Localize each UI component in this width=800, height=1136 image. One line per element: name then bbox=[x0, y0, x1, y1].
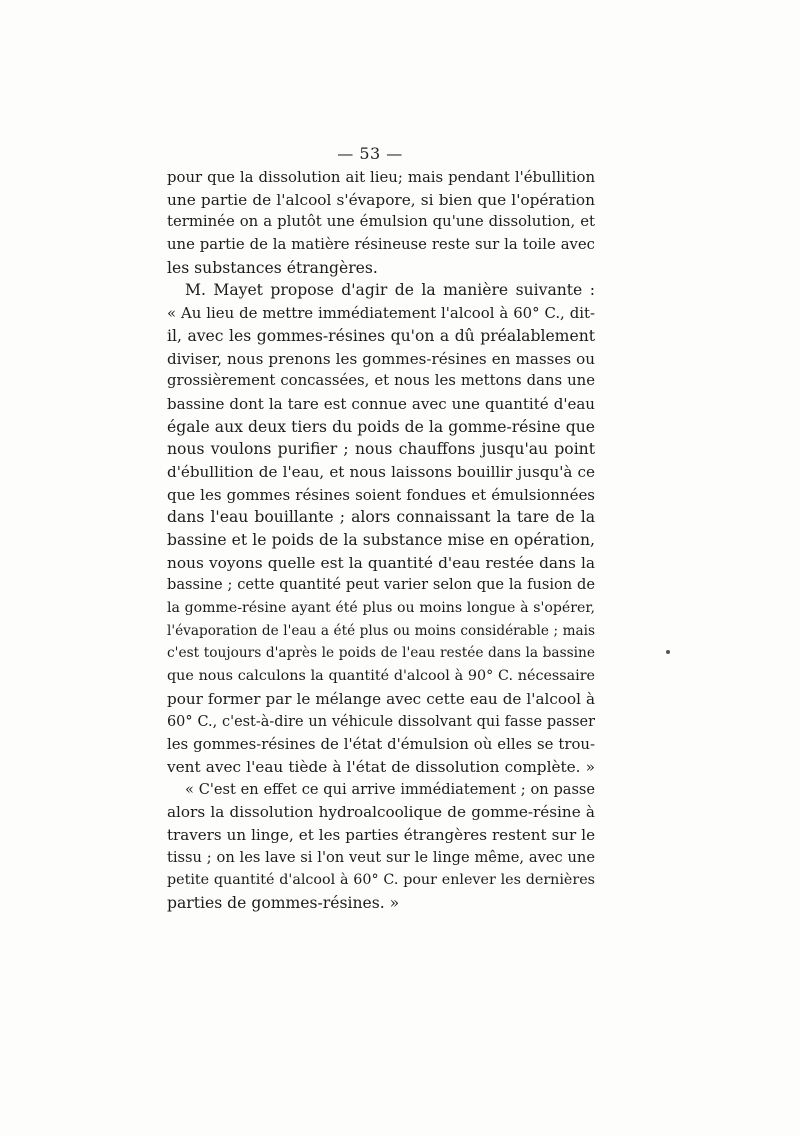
text-line: nous voulons purifier ; nous chauffons jusqu'au point bbox=[167, 440, 595, 459]
text-line: c'est toujours d'après le poids de l'eau restée dans la bassine bbox=[167, 645, 595, 662]
text-line: parties de gommes-résines. » bbox=[167, 894, 400, 912]
text-line: égale aux deux tiers du poids de la gomme-résine que bbox=[167, 417, 595, 436]
text-line: pour former par le mélange avec cette eau de l'alcool à bbox=[167, 689, 595, 708]
text-line: une partie de la matière résineuse reste sur la toile avec bbox=[167, 236, 595, 254]
paper-speck bbox=[666, 650, 670, 654]
text-line: diviser, nous prenons les gommes-résines en masses ou bbox=[167, 349, 595, 368]
text-line: alors la dissolution hydroalcoolique de gomme-résine à bbox=[167, 803, 595, 822]
text-line: dans l'eau bouillante ; alors connaissant la tare de la bbox=[167, 508, 595, 527]
text-line: « C'est en effet ce qui arrive immédiatement ; on passe bbox=[185, 780, 595, 798]
text-line: travers un linge, et les parties étrangères restent sur le bbox=[167, 825, 595, 844]
text-line: terminée on a plutôt une émulsion qu'une dissolution, et bbox=[167, 213, 595, 231]
text-line: pour que la dissolution ait lieu; mais pendant l'ébullition bbox=[167, 168, 595, 186]
text-line: une partie de l'alcool s'évapore, si bien que l'opération bbox=[167, 190, 595, 209]
text-line: les substances étrangères. bbox=[167, 258, 378, 277]
text-line: grossièrement concassées, et nous les mettons dans une bbox=[167, 372, 595, 390]
text-line: la gomme-résine ayant été plus ou moins longue à s'opérer, bbox=[167, 600, 595, 617]
body-text bbox=[167, 166, 595, 915]
text-line: que nous calculons la quantité d'alcool à 90° C. nécessaire bbox=[167, 668, 595, 685]
text-line: 60° C., c'est-à-dire un véhicule dissolvant qui fasse passer bbox=[167, 713, 595, 730]
text-line: l'évaporation de l'eau a été plus ou moins considérable ; mais bbox=[167, 622, 595, 639]
text-line: vent avec l'eau tiède à l'état de dissolution complète. » bbox=[167, 757, 595, 776]
text-line: bassine dont la tare est connue avec une quantité d'eau bbox=[167, 394, 595, 413]
text-line: nous voyons quelle est la quantité d'eau restée dans la bbox=[167, 553, 595, 572]
text-line: que les gommes résines soient fondues et émulsionnées bbox=[167, 485, 595, 504]
text-line: les gommes-résines de l'état d'émulsion où elles se trou- bbox=[167, 735, 595, 754]
text-line: bassine et le poids de la substance mise en opération, bbox=[167, 531, 595, 549]
text-line: petite quantité d'alcool à 60° C. pour enlever les dernières bbox=[167, 872, 595, 889]
page-number: — 53 — bbox=[337, 144, 403, 163]
text-line: M. Mayet propose d'agir de la manière suivante : bbox=[185, 281, 595, 300]
text-line: il, avec les gommes-résines qu'on a dû préalablement bbox=[167, 326, 595, 345]
text-line: d'ébullition de l'eau, et nous laissons bouillir jusqu'à ce bbox=[167, 462, 595, 481]
text-line: « Au lieu de mettre immédiatement l'alcool à 60° C., dit- bbox=[167, 304, 595, 323]
text-line: bassine ; cette quantité peut varier selon que la fusion de bbox=[167, 576, 595, 594]
text-line: tissu ; on les lave si l'on veut sur le linge même, avec une bbox=[167, 848, 595, 866]
